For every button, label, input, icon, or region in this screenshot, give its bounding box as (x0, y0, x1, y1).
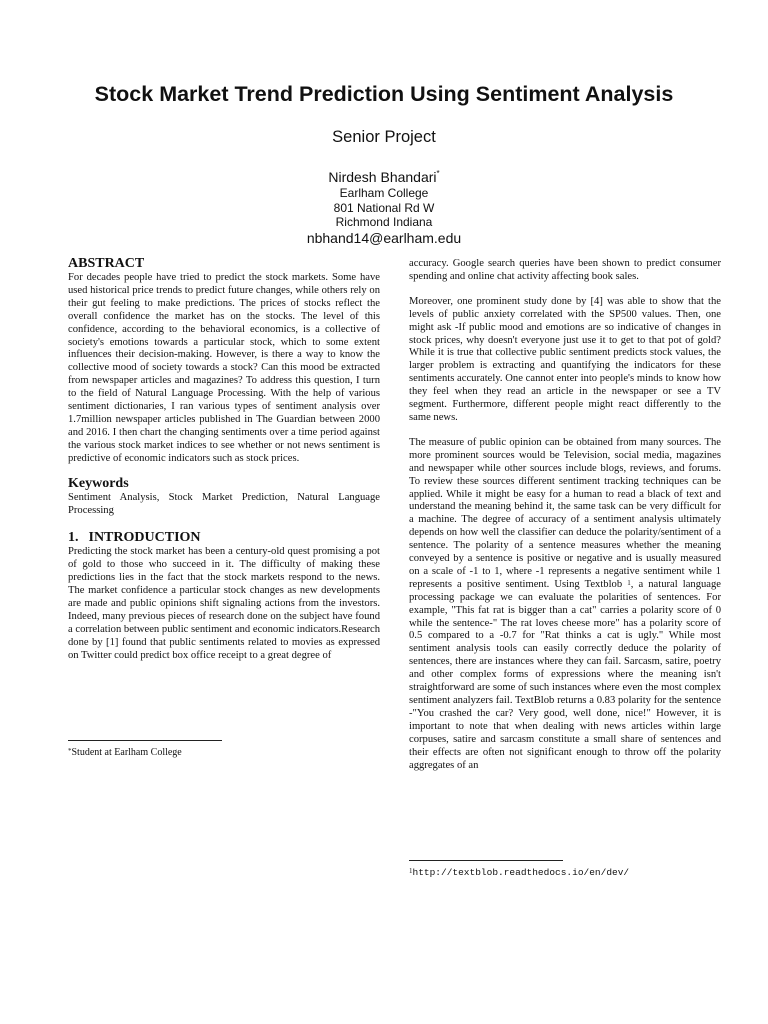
footnote-rule-right (409, 860, 563, 861)
author-name: Nirdesh Bhandari (328, 169, 437, 185)
right-paragraph-1: accuracy. Google search queries have been shown to predict consumer spending and online chat activity affecting book sales. (409, 258, 721, 282)
footnote-mark: * (68, 747, 72, 755)
section-title: INTRODUCTION (88, 530, 201, 546)
abstract-text: For decades people have tried to predict the stock markets. Some have used historical price trends to predict future changes, while others rely on their gut feeling to make predictions. The prices of stocks reflect the overall confidence the market has on the stocks. The level of this confidence, according to the behavioral economics, is a collective of society's emotions towards a particular stock, which to some extent influences their decision-making. However, is there a way to know the collective mood of society towards a stock? Can this mood be extracted from newspaper articles and magazines? To address this question, I turn to the field of Natural Language Processing. With the help of various sentiment dictionaries, I ran various types of sentiment analysis over 1.7million newspaper articles published in The Guardian between 2000 and 2016. I then chart the changing sentiments over a time period against the various stock market indices to see whether or not news sentiment is predictive of economic indicators such as stock prices. (68, 272, 380, 464)
paragraph-3-part-b: , a natural language processing package we can evaluate the polarities of sentences. For example, "This fat rat is bigger than a cat" carries a polarity score of 0 while the sentence-" The rat loves cheese more" has a polarity score of 0.5 compared to a -0.7 for "Rat thinks a cat is ugly." While most sentiment analysis tools can easily correctly deduce the polarity of sentences, there are instances where they can fail. Sarcasm, satire, poetry and other complex forms of expressions where the meaning isn't straightforward are some of such instances where even the most complex sentiment analyzers fail. TextBlob returns a 0.83 polarity for the sentence -"You crashed the car? Very good, well done, nice!" However, it is important to note that when dealing with news articles within large corpuses, satire and sarcasm constitute a small share of sentences and their effects are often not significant enough to throw off the polarity aggregates of an (409, 578, 721, 771)
author-email: nbhand14@earlham.edu (306, 229, 462, 246)
textblob-url[interactable]: http://textblob.readthedocs.io/en/dev/ (412, 867, 630, 878)
right-footnote (409, 852, 721, 879)
textblob-footnote-ref: 1 (627, 578, 631, 587)
footnote-textblob (409, 867, 721, 879)
keywords-text: Sentiment Analysis, Stock Market Prediction, Natural Language Processing (68, 491, 380, 516)
city-line: Richmond Indiana (335, 215, 433, 229)
right-paragraph-3 (409, 437, 721, 773)
author-block (0, 168, 768, 246)
footnote-mark-1: 1 (409, 867, 413, 875)
keywords-heading: Keywords (68, 475, 129, 491)
left-footnote (68, 732, 380, 759)
author-name-line (0, 168, 768, 186)
address-line: 801 National Rd W (333, 200, 435, 215)
abstract-heading: ABSTRACT (68, 256, 145, 271)
right-column (409, 258, 721, 772)
author-footnote-mark: * (436, 169, 440, 178)
footnote-author (68, 747, 380, 759)
right-paragraph-2: Moreover, one prominent study done by [4] was able to show that the levels of public anxiety correlated with the SP500 values. Then, one might ask -If public mood and emotions are so indicative of changes in stock prices, why doesn't everyone just use it to get to that pot of gold? While it is true that collective public sentiment predicts stock values, the larger problem is extracting and quantifying the indicators for these sentiments accurately. One cannot enter into people's minds to know how they feel when they read an article in the newspaper or see a TV segment. Furthermore, different people might react differently to the same news. (409, 295, 721, 423)
footnote-text: Student at Earlham College (71, 747, 182, 758)
footnote-rule (68, 740, 222, 741)
introduction-heading (68, 530, 380, 546)
introduction-text: Predicting the stock market has been a century-old quest promising a pot of gold to those who succeed in it. The difficulty of making these predictions lies in the fact that the stock markets respond to the news. The market confidence a particular stock changes as new developments are made and public opinions shift signaling actions from the investors. Indeed, many previous pieces of research done on the subject have found a correlation between public sentiment and economic indicators.Research done by [1] found that public sentiments related to movies as expressed on Twitter could predict box office receipt to a great degree of (68, 546, 380, 661)
paragraph-3-part-a: The measure of public opinion can be obtained from many sources. The more prominent sources would be Television, social media, magazines and newspaper while other sources include blogs, reviews, and forums. To review these sources different sentiment tracking techniques can be applied. While it might be easy for a human to read a black of text and understand the meaning behind it, the same task can be very difficult for a machine. The degree of accuracy of a sentiment analysis ultimately depends on how well the classifier can deduce the polarity/sentiment of a sentence. The polarity of a sentence measures whether the meaning conveyed by a sentence is positive or negative and is usually measured on a scale of -1 to 1, where -1 represents a negative sentiment while 1 represents a positive sentiment. Using Textblob (409, 436, 721, 590)
affiliation-line: Earlham College (339, 186, 429, 200)
left-column (68, 256, 380, 663)
section-number: 1. (68, 530, 79, 546)
paper-title: Stock Market Trend Prediction Using Sentiment Analysis (94, 82, 674, 106)
paper-subtitle: Senior Project (332, 128, 436, 146)
